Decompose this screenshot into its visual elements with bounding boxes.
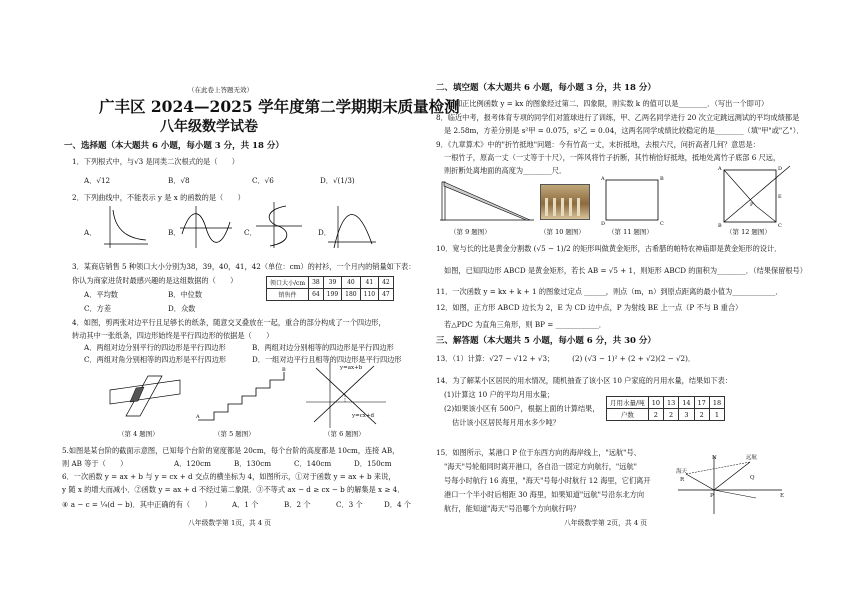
fig5-stairs xyxy=(196,368,288,424)
q8-text-line2: 是 2.58m，方差分别是 s²甲 = 0.075，s²乙 = 0.04，这两名同学成绩比较稳定的是________（填"甲"或"乙"）． xyxy=(444,126,804,135)
svg-text:A: A xyxy=(718,166,722,172)
q3-option-a: A．平均数 xyxy=(84,290,118,299)
q9-text-line2: 一根竹子，原高一丈（一丈等于十尺），一阵风将竹子折断，其竹梢恰好抵地，抵地处离竹子底部 6 尺远， xyxy=(444,153,781,162)
right-page-footer: 八年级数学第 2页，共 4 页 xyxy=(564,519,648,527)
table-cell: 14 xyxy=(679,397,694,409)
table-cell: 41 xyxy=(360,277,378,289)
fig11-caption: （第 11 题图） xyxy=(608,228,653,236)
q3-option-d: D．众数 xyxy=(168,304,196,313)
fig12-square xyxy=(716,166,792,228)
svg-text:A: A xyxy=(601,176,605,182)
q4-option-c: C．两组对角分别相等的四边形是平行四边形 xyxy=(84,355,227,364)
fig15-label-q: Q xyxy=(750,475,755,481)
table-cell: 销售件 xyxy=(267,289,309,301)
fig4-crossed-strips xyxy=(110,368,184,424)
table-cell: 10 xyxy=(648,397,663,409)
fig15-label-e: E xyxy=(780,493,785,499)
table-cell: 42 xyxy=(379,277,394,289)
section-3-title: 三、解答题（本大题共 5 小题，每小题 6 分，共 30 分） xyxy=(436,336,656,346)
q1-option-c: C．√6 xyxy=(252,176,274,185)
q6-text-line3: ④ a − c = ¼(d − b)．其中正确的有（ ） xyxy=(62,500,212,509)
table-cell: 2 xyxy=(694,409,709,421)
q2-graph-b xyxy=(178,204,234,248)
table-cell: 180 xyxy=(342,289,360,301)
svg-text:P: P xyxy=(750,202,754,208)
q14-text-line3: (2)如果该小区有 500户，根据上面的计算结果， xyxy=(444,404,600,413)
fig15-label-p: P xyxy=(710,493,714,499)
table-cell: 户数 xyxy=(607,409,649,421)
q4-option-b: B．两组对边分别相等的四边形是平行四边形 xyxy=(252,343,394,352)
table-cell: 1 xyxy=(709,409,724,421)
table-cell: 2 xyxy=(663,409,678,421)
q15-text-line2: "海天"号轮船同时离开港口，各自沿一固定方向航行，"远航" xyxy=(444,462,637,471)
notice: （在此卷上答题无效） xyxy=(188,86,253,94)
q15-text-line1: 15．如图所示，某港口 P 位于东西方向的海岸线上，"远航"号、 xyxy=(436,448,641,457)
q1-option-a: A．√12 xyxy=(84,176,111,185)
q4-text-line2: 转动其中一张纸条，四边形始终是平行四边形的依据是（ ） xyxy=(72,331,274,340)
fig9-caption: （第 9 题图） xyxy=(450,228,491,236)
q4-option-a: A．两组对边分别平行的四边形是平行四边形 xyxy=(84,343,226,352)
q3-sales-table xyxy=(266,276,394,301)
svg-text:B: B xyxy=(660,176,664,182)
table-cell: 199 xyxy=(323,289,341,301)
q2-option-d: D． xyxy=(318,228,331,237)
q3-option-c: C．方差 xyxy=(84,304,112,313)
section-2-title: 二、填空题（本大题共 6 小题，每小题 3 分，共 18 分） xyxy=(436,83,656,93)
q12-text-line2: 若△PDC 为直角三角形，则 BP = ____________． xyxy=(444,320,606,329)
q15-text-line3: 号每小时航行 16 海里，"海天"号每小时航行 12 海里，它们离开 xyxy=(444,476,651,485)
fig15-label-haitian: 海天 xyxy=(676,469,688,475)
q3-option-b: B．中位数 xyxy=(168,290,203,299)
q6-option-c: C．3 个 xyxy=(336,500,363,509)
q2-graph-c xyxy=(254,202,304,248)
fig6-caption: （第 6 题图） xyxy=(324,430,365,438)
q5-option-a: A．120cm xyxy=(174,459,211,468)
table-cell: 18 xyxy=(709,397,724,409)
q14-text-line4: 估计该小区居民每月用水多少吨？ xyxy=(452,418,560,427)
svg-text:C: C xyxy=(660,221,664,227)
svg-text:B: B xyxy=(282,367,286,373)
q3-text-line2: 你认为商家进货时最感兴趣的是这组数据的（ ） xyxy=(72,276,238,285)
right-page xyxy=(430,0,860,608)
svg-text:D: D xyxy=(778,166,783,172)
svg-text:D: D xyxy=(601,221,606,227)
q12-text-line1: 12．如图，正方形 ABCD 边长为 2，E 为 CD 边中点，P 为射线 BE 上一点（P 不与 B 重合） xyxy=(436,303,743,312)
q6-option-b: B．2 个 xyxy=(284,500,311,509)
q1-text: 1．下列根式中，与√3 是同类二次根式的是（ ） xyxy=(72,157,239,166)
fig10-parthenon-photo xyxy=(540,184,590,220)
q2-text: 2．下列曲线中，不能表示 y 是 x 的函数的是（ ） xyxy=(72,193,245,202)
svg-text:C: C xyxy=(778,223,782,229)
q10-text-line2: 如图，已知四边形 ABCD 是黄金矩形，若长 AB = √5 + 1，则矩形 ABCD 的面积为________．（结果保留根号） xyxy=(444,266,807,275)
q13-text: 13．（1）计算：√27 − √12 + √3； (2) (√3 − 1)² + (2 + √2)(2 − √2)． xyxy=(436,354,696,363)
exam-title: 广丰区 2024—2025 学年度第二学期期末质量检测 xyxy=(99,97,460,116)
fig15-ports-diagram xyxy=(674,454,784,518)
q10-text-line1: 10．宽与长的比是黄金分割数 (√5 − 1)/2 的矩形叫做黄金矩形，古希腊的帕特农神庙即是黄金矩形的设计． xyxy=(436,244,782,253)
q5-option-c: C．140cm xyxy=(294,459,332,468)
q4-text-line1: 4．如图，剪两张对边平行且足够长的纸条，随意交叉叠放在一起，重合的部分构成了一个四边形， xyxy=(72,318,386,327)
q2-option-c: C． xyxy=(244,228,257,237)
q6-text-line1: 6．一次函数 y = ax + b 与 y = cx + d 交点的横坐标为 4，如图所示，①对于函数 y = ax + b 来说， xyxy=(62,472,396,481)
q5-text-line2: 则 AB 等于（ ） xyxy=(62,459,128,468)
q7-text: 7．已知正比例函数 y = kx 的图象经过第二、四象限，则实数 k 的值可以是________．（写出一个即可） xyxy=(436,99,769,108)
q2-option-b: B． xyxy=(168,228,181,237)
q2-graph-a xyxy=(98,204,150,248)
q6-option-d: D．4 个 xyxy=(384,500,411,509)
q6-option-a: A．1 个 xyxy=(232,500,259,509)
fig9-broken-bamboo xyxy=(440,178,534,224)
table-cell: 38 xyxy=(309,277,324,289)
table-cell: 39 xyxy=(323,277,341,289)
section-1-title: 一、选择题（本大题共 6 小题，每小题 3 分，共 18 分） xyxy=(64,141,284,151)
table-cell: 领口大小/cm xyxy=(267,277,309,289)
q14-text-line1: 14．为了解某小区居民的用水情况，随机抽查了该小区 10 户家庭的月用水量，结果如下表： xyxy=(436,376,732,385)
fig6-line-label-2: y=cx+d xyxy=(352,413,375,419)
table-cell: 13 xyxy=(663,397,678,409)
table-cell: 月用水量/吨 xyxy=(607,397,649,409)
q14-text-line2: (1)计算这 10 户的平均月用水量； xyxy=(444,390,555,399)
q8-text-line1: 8．临近中考，报考体育专项的同学们对篮球进行了训练，甲、乙两名同学进行 20 次立定跳远测试的平均成绩都是 xyxy=(436,113,800,122)
fig5-caption: （第 5 题图） xyxy=(214,430,255,438)
fig4-caption: （第 4 题图） xyxy=(118,430,159,438)
q4-option-d: D．一组对边平行且相等的四边形是平行四边形 xyxy=(252,355,402,364)
q9-text-line3: 则折断处离地面的高度为________尺． xyxy=(444,166,567,175)
table-cell: 47 xyxy=(379,289,394,301)
q15-text-line5: 航行，能知道"海天"号沿哪个方向航行吗？ xyxy=(444,504,580,513)
svg-text:A: A xyxy=(196,414,200,420)
table-cell: 2 xyxy=(648,409,663,421)
fig11-golden-rectangle xyxy=(600,174,666,226)
q5-option-d: D．150cm xyxy=(354,459,392,468)
fig12-caption: （第 12 题图） xyxy=(726,228,771,236)
table-cell: 110 xyxy=(360,289,378,301)
fig15-label-r: R xyxy=(680,477,685,483)
q9-text-line1: 9．《九章算术》中的"折竹抵地"问题：今有竹高一丈，末折抵地，去根六尺，问折高者几何？意思是： xyxy=(436,140,760,149)
table-cell: 40 xyxy=(342,277,360,289)
fig6-line-label-1: y=ax+b xyxy=(340,365,363,371)
fig15-label-yuanhang: 远航 xyxy=(746,455,758,461)
exam-subtitle: 八年级数学试卷 xyxy=(160,119,258,135)
fig10-caption: （第 10 题图） xyxy=(540,228,585,236)
fig15-label-n: N xyxy=(712,455,717,461)
q2-option-a: A． xyxy=(84,228,97,237)
left-page-footer: 八年级数学第 1页，共 4 页 xyxy=(188,519,272,527)
q3-text-line1: 3．某商店销售 5 种领口大小分别为38，39，40，41，42（单位：cm）的衬衫，一个月内的销量如下表： xyxy=(72,262,416,271)
q6-text-line2: y 随 x 的增大而减小．②函数 y = ax + d 不经过第二象限．③不等式 ax − d ≥ cx − b 的解集是 x ≥ 4． xyxy=(62,485,405,494)
q14-water-table xyxy=(606,396,725,421)
q11-text: 11．一次函数 y = kx + k + 1 的图象过定点 ______，则点（m，n）到原点距离的最小值为____________． xyxy=(436,287,783,296)
q5-option-b: B．130cm xyxy=(234,459,272,468)
svg-text:B: B xyxy=(718,223,722,229)
table-cell: 17 xyxy=(694,397,709,409)
q1-option-b: B．√8 xyxy=(168,176,190,185)
svg-text:E: E xyxy=(778,194,782,200)
q2-graph-d xyxy=(326,204,378,248)
table-cell: 3 xyxy=(679,409,694,421)
q15-text-line4: 港口一个半小时后相距 30 海里，如果知道"远航"号沿东北方向 xyxy=(444,490,645,499)
q5-text-line1: 5.如图是某台阶的截面示意图，已知每个台阶的宽度都是 20cm，每个台阶的高度都是 10cm，连接 AB， xyxy=(62,446,400,455)
q1-option-d: D．√(1/3) xyxy=(320,176,355,185)
table-cell: 64 xyxy=(309,289,324,301)
